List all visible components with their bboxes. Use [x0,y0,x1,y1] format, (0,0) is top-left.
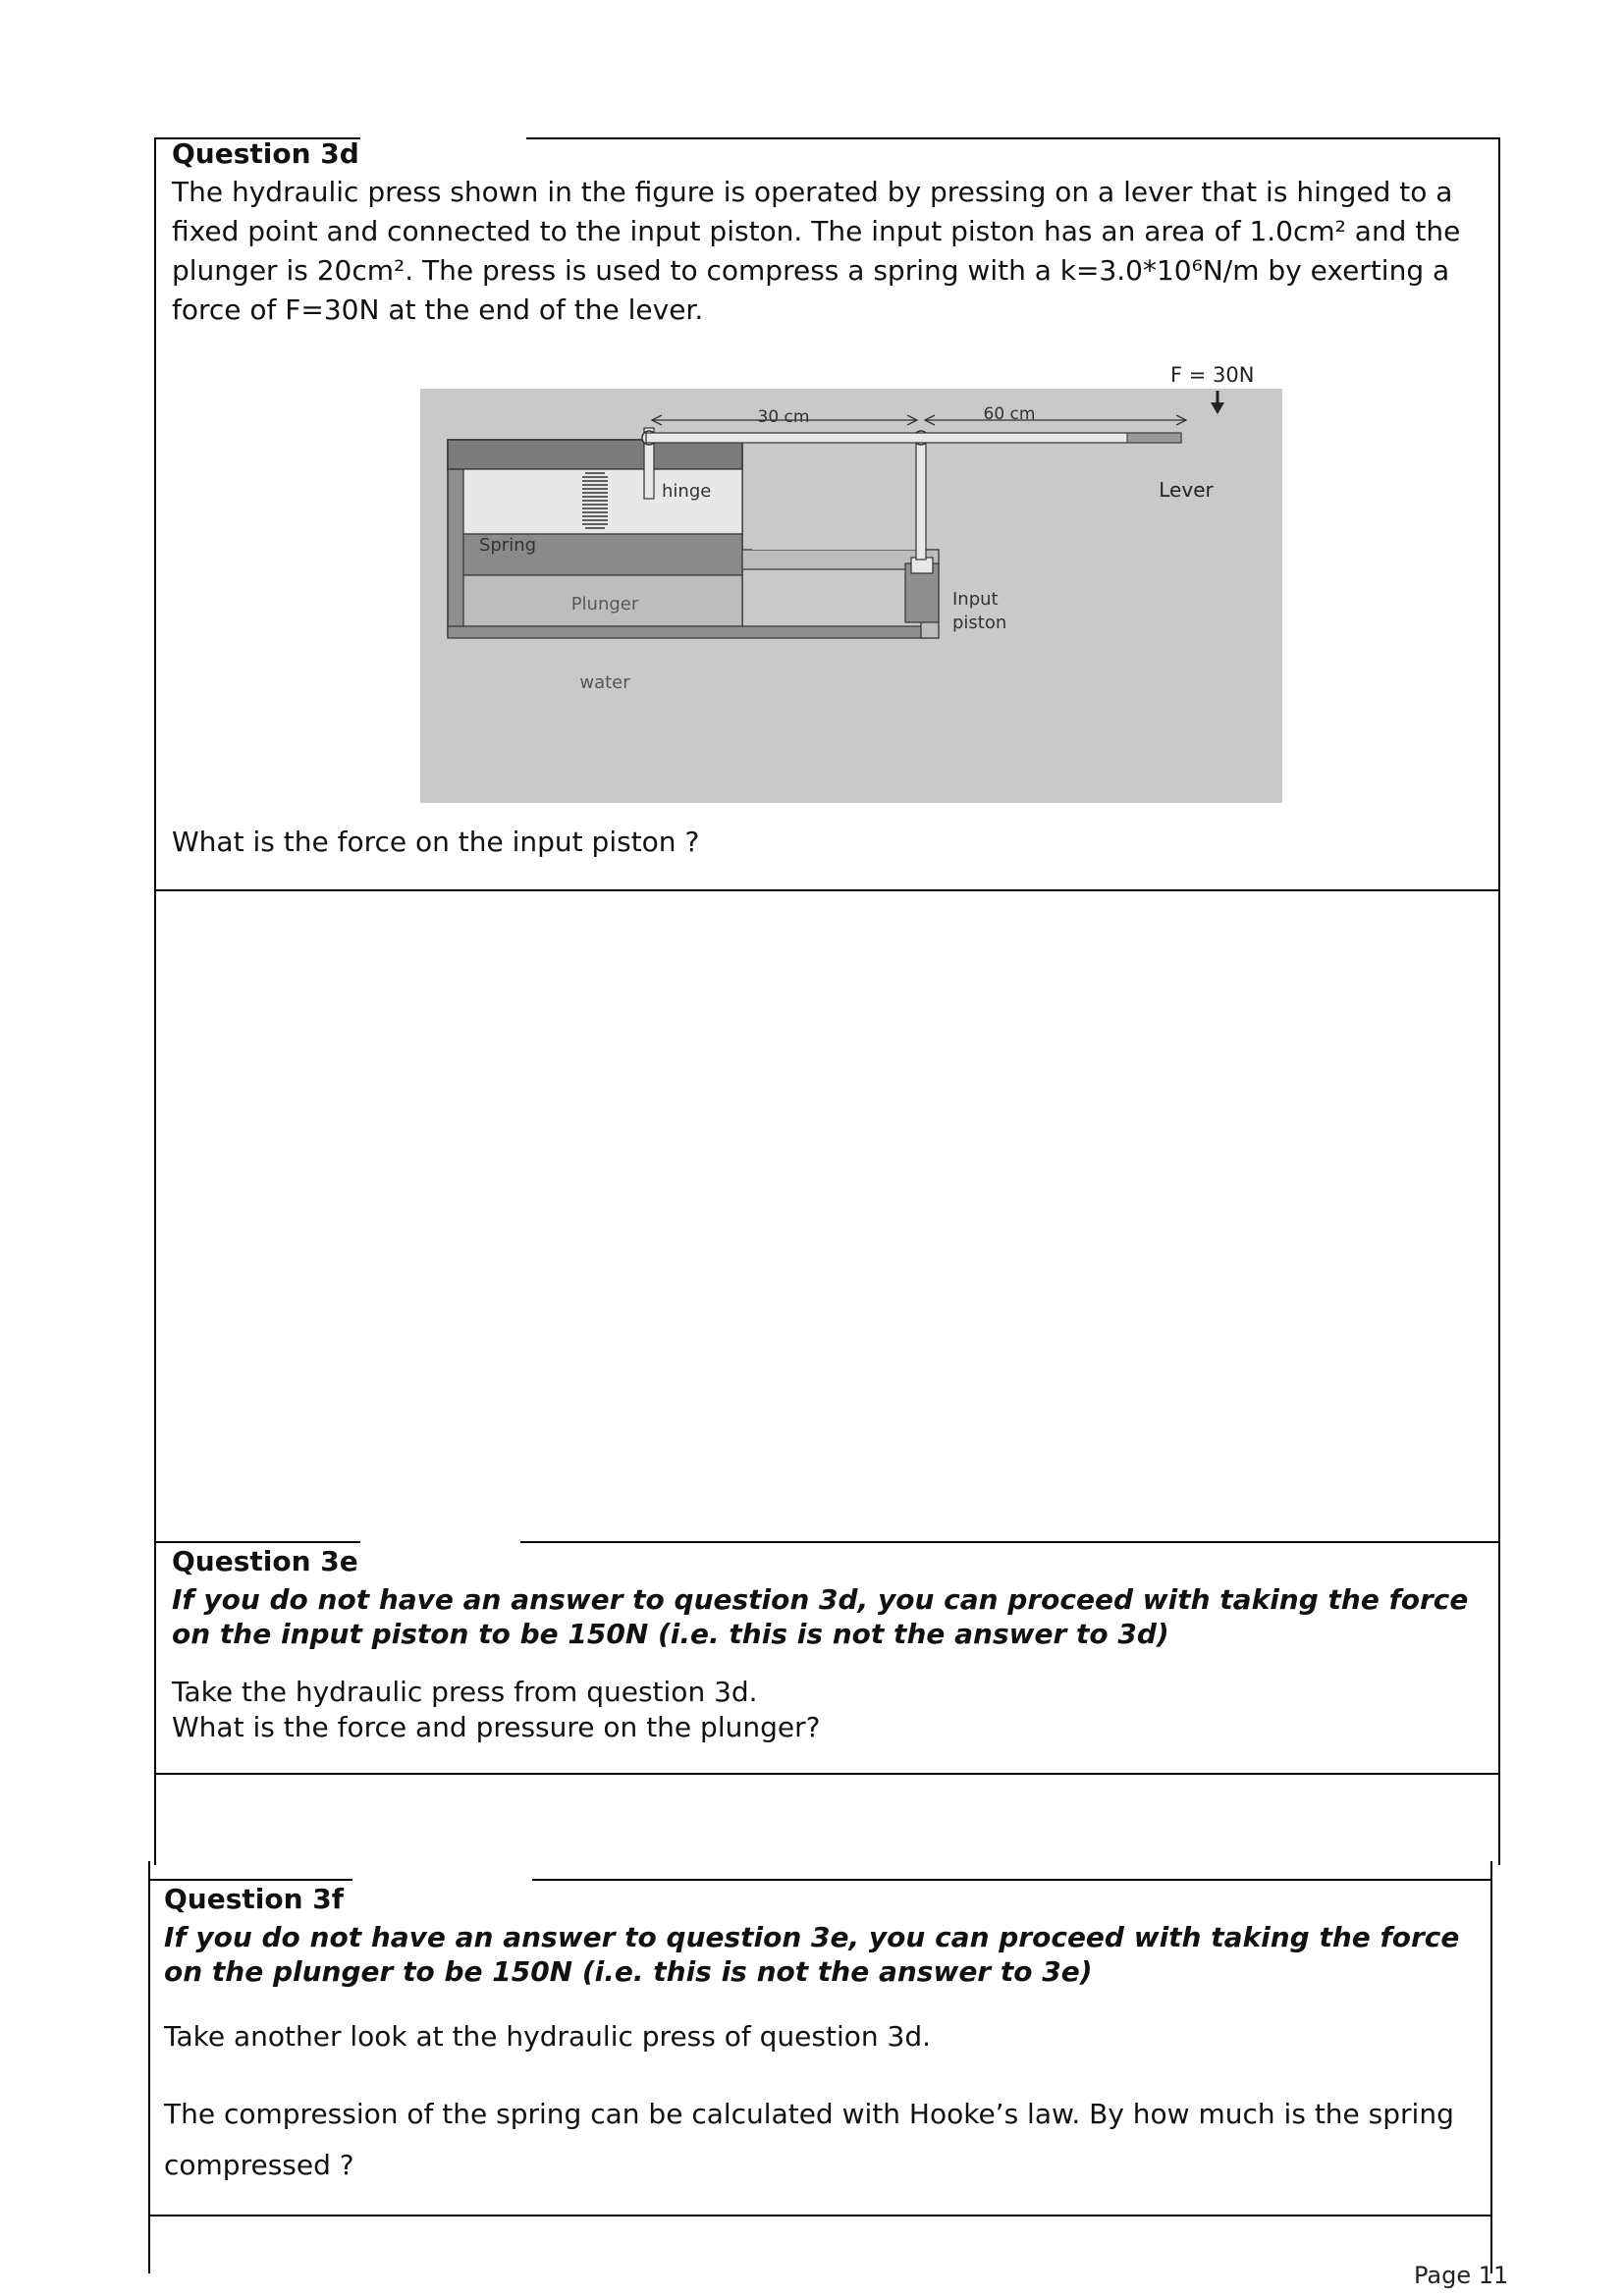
q3d-question: What is the force on the input piston ? [172,826,700,858]
figure-input-label-1: Input [952,589,999,610]
figure-hinge-label: hinge [662,481,712,502]
q3d-title: Question 3d [172,137,359,170]
border-3d-bottom [154,889,1500,891]
q3e-body [172,1675,820,1745]
figure-dim-left: 30 cm [757,407,810,427]
border-right-lower [1490,1861,1492,2273]
figure-plunger-label: Plunger [570,594,639,614]
q3f-note-line-2: on the plunger to be 150N (i.e. this is not the answer to 3e) [164,1955,1093,1988]
q3f-body-2-line-1: The compression of the spring can be calculated with Hooke’s law. By how much is the spring [164,2098,1454,2130]
q3d-line-1: The hydraulic press shown in the figure is operated by pressing on a lever that is hinged to a [172,176,1453,208]
q3d-body [172,173,1488,330]
border-3f-top-right [532,1879,1492,1881]
border-top-3d-right [526,137,1500,139]
border-3f-top-left [148,1879,352,1881]
border-right-upper [1498,137,1500,1865]
figure-water-label: water [579,672,630,693]
q3f-title: Question 3f [164,1883,344,1915]
q3e-body-line-2: What is the force and pressure on the plunger? [172,1711,821,1743]
figure-spring-label: Spring [478,535,537,556]
q3d-line-4: force of F=30N at the end of the lever. [172,294,704,326]
q3d-line-3: plunger is 20cm². The press is used to compress a spring with a k=3.0*10⁶N/m by exerting a [172,254,1450,287]
figure-lever-label: Lever [1159,478,1214,502]
border-left-lower [148,1861,150,2273]
border-left-upper [154,137,156,1865]
q3f-note-line-1: If you do not have an answer to question 3e, you can proceed with taking the force [164,1921,1460,1953]
q3e-note [172,1582,1492,1651]
hydraulic-press-figure [420,389,1282,803]
border-3f-bottom [148,2215,1492,2216]
figure-input-label-2: piston [952,613,1007,633]
q3e-note-line-2: on the input piston to be 150N (i.e. this is not the answer to 3d) [172,1618,1169,1650]
q3f-body-1: Take another look at the hydraulic press of question 3d. [164,2020,931,2053]
force-label: F = 30N [1170,363,1255,387]
q3f-body-2 [164,2089,1485,2191]
border-3e-bottom [154,1773,1500,1775]
q3e-title: Question 3e [172,1545,358,1577]
figure-dim-right: 60 cm [983,404,1036,424]
q3e-note-line-1: If you do not have an answer to question 3d, you can proceed with taking the force [172,1583,1469,1616]
page-number: Page 11 [1414,2262,1509,2289]
q3e-body-line-1: Take the hydraulic press from question 3d. [172,1676,758,1708]
q3d-line-2: fixed point and connected to the input piston. The input piston has an area of 1.0cm² and the [172,215,1461,247]
border-3e-top-left [154,1541,360,1543]
border-3e-top-right [520,1541,1500,1543]
q3f-body-2-line-2: compressed ? [164,2149,354,2181]
q3f-note [164,1920,1485,1989]
